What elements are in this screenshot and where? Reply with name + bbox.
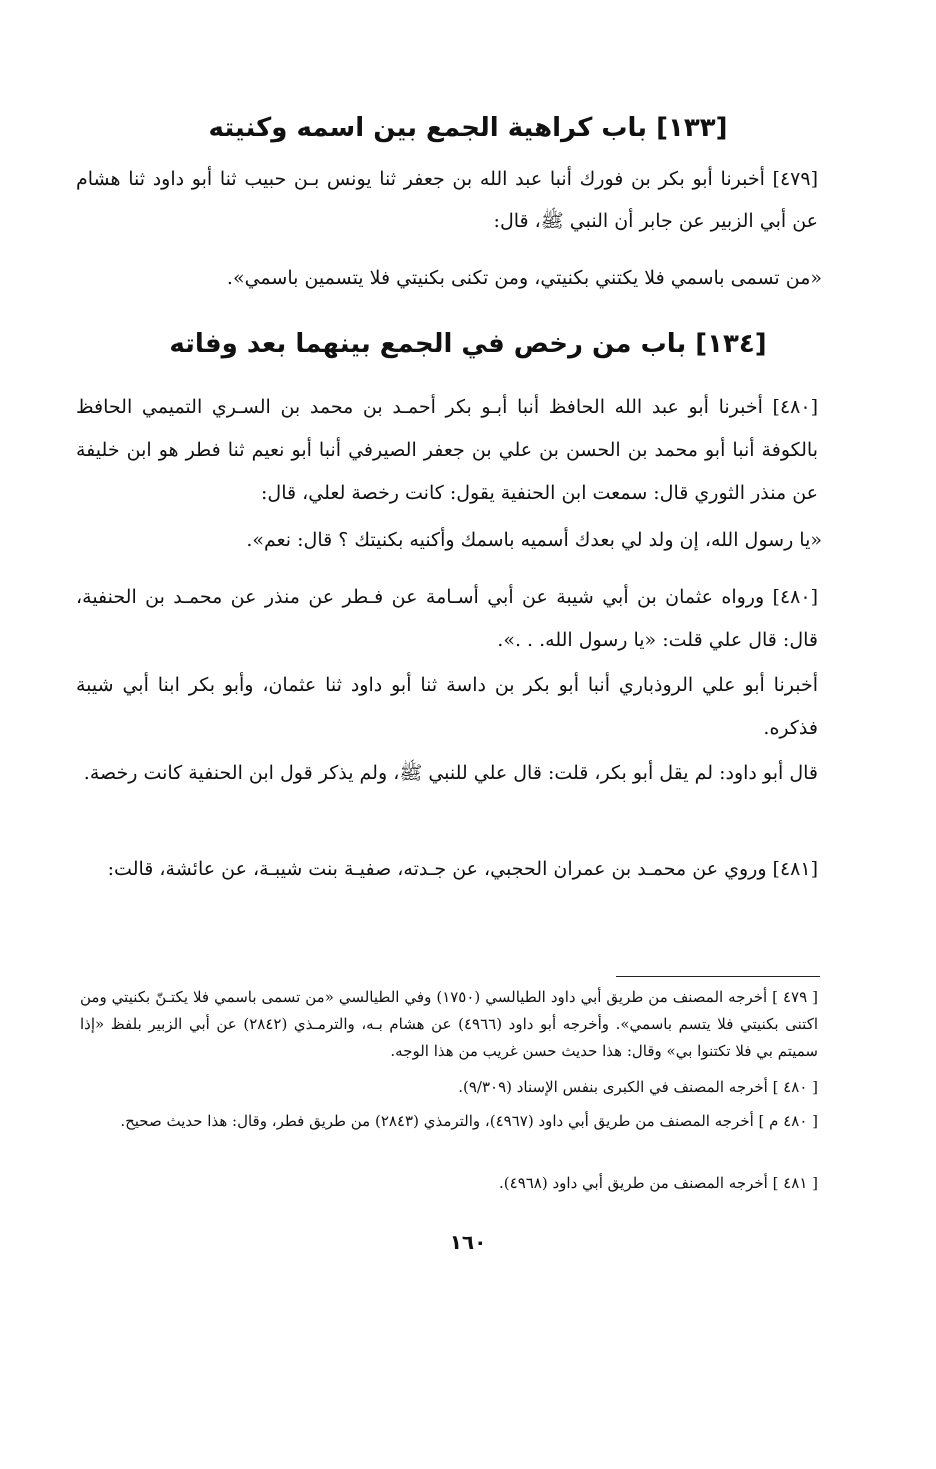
hadith-481: [٤٨١] وروي عن محمـد بن عمران الحجبي، عن جـدته، صفيـة بنت شيبـة، عن عائشة، قالت: xyxy=(107,858,818,880)
footnote-479: [ ٤٧٩ ] أخرجه المصنف من طريق أبي داود الطيالسي (١٧٥٠) وفي الطيالسي «من تسمى باسمي فلا يكتـنّ بكنيتي ومن اكتنى بكنيتي فلا يتسم باسمي». وأخرجه أبو داود (٤٩٦٦) عن هشام بـه، والترمـذي (٢٨٤٢) عن أبي الزبير بلفظ «إذا سميتم بي فلا تكتنوا بي» وقال: هذا حديث حسن غريب من هذا الوجه. xyxy=(80,988,819,1060)
abu-dawud-comment: قال أبو داود: لم يقل أبو بكر، قلت: قال علي للنبي ﷺ، ولم يذكر قول ابن الحنفية كانت رخصة. xyxy=(83,762,818,784)
footnote-separator xyxy=(616,976,820,977)
page-number: ١٦٠ xyxy=(449,1230,487,1254)
hadith-480-text: «يا رسول الله، إن ولد لي بعدك أسميه باسمك وأكنيه بكنيتك ؟ قال: نعم». xyxy=(246,529,822,551)
chapter-heading-134: [١٣٤] باب من رخص في الجمع بينهما بعد وفاته xyxy=(169,329,767,359)
footnote-481: [ ٤٨١ ] أخرجه المصنف من طريق أبي داود (٤٩٦٨). xyxy=(499,1174,818,1192)
footnote-480m: [ ٤٨٠ م ] أخرجه المصنف من طريق أبي داود (٤٩٦٧)، والترمذي (٢٨٤٣) من طريق فطر، وقال: هذا حديث صحيح. xyxy=(120,1112,818,1130)
footnote-480: [ ٤٨٠ ] أخرجه المصنف في الكبرى بنفس الإسناد (٩/٣٠٩). xyxy=(458,1078,818,1096)
chain-rudhbari: أخبرنا أبو علي الروذباري أنبا أبو بكر بن داسة ثنا أبو داود ثنا عثمان، وأبو بكر ابنا أبي شيبة فذكره. xyxy=(76,674,818,739)
hadith-480m: [٤٨٠] ورواه عثمان بن أبي شيبة عن أبي أسـامة عن فـطر عن منذر عن محمـد بن الحنفية، قال: قال علي قلت: «يا رسول الله. . .». xyxy=(76,586,818,651)
hadith-479-text: «من تسمى باسمي فلا يكتني بكنيتي، ومن تكنى بكنيتي فلا يتسمين باسمي». xyxy=(226,267,822,289)
chapter-heading-133: [١٣٣] باب كراهية الجمع بين اسمه وكنيته xyxy=(208,113,728,143)
hadith-480: [٤٨٠] أخبرنا أبو عبد الله الحافظ أنبا أبـو بكر أحمـد بن محمد بن السـري التميمي الحافظ بالكوفة أنبا أبو محمد بن الحسن بن علي بن جعفر الصيرفي أنبا أبو نعيم ثنا فطر هو ابن خليفة عن منذر الثوري قال: سمعت ابن الحنفية يقول: كانت رخصة لعلي، قال: xyxy=(76,396,818,504)
hadith-479: [٤٧٩] أخبرنا أبو بكر بن فورك أنبا عبد الله بن جعفر ثنا يونس بـن حبيب ثنا أبو داود ثنا هشام عن أبي الزبير عن جابر أن النبي ﷺ، قال: xyxy=(76,168,818,232)
